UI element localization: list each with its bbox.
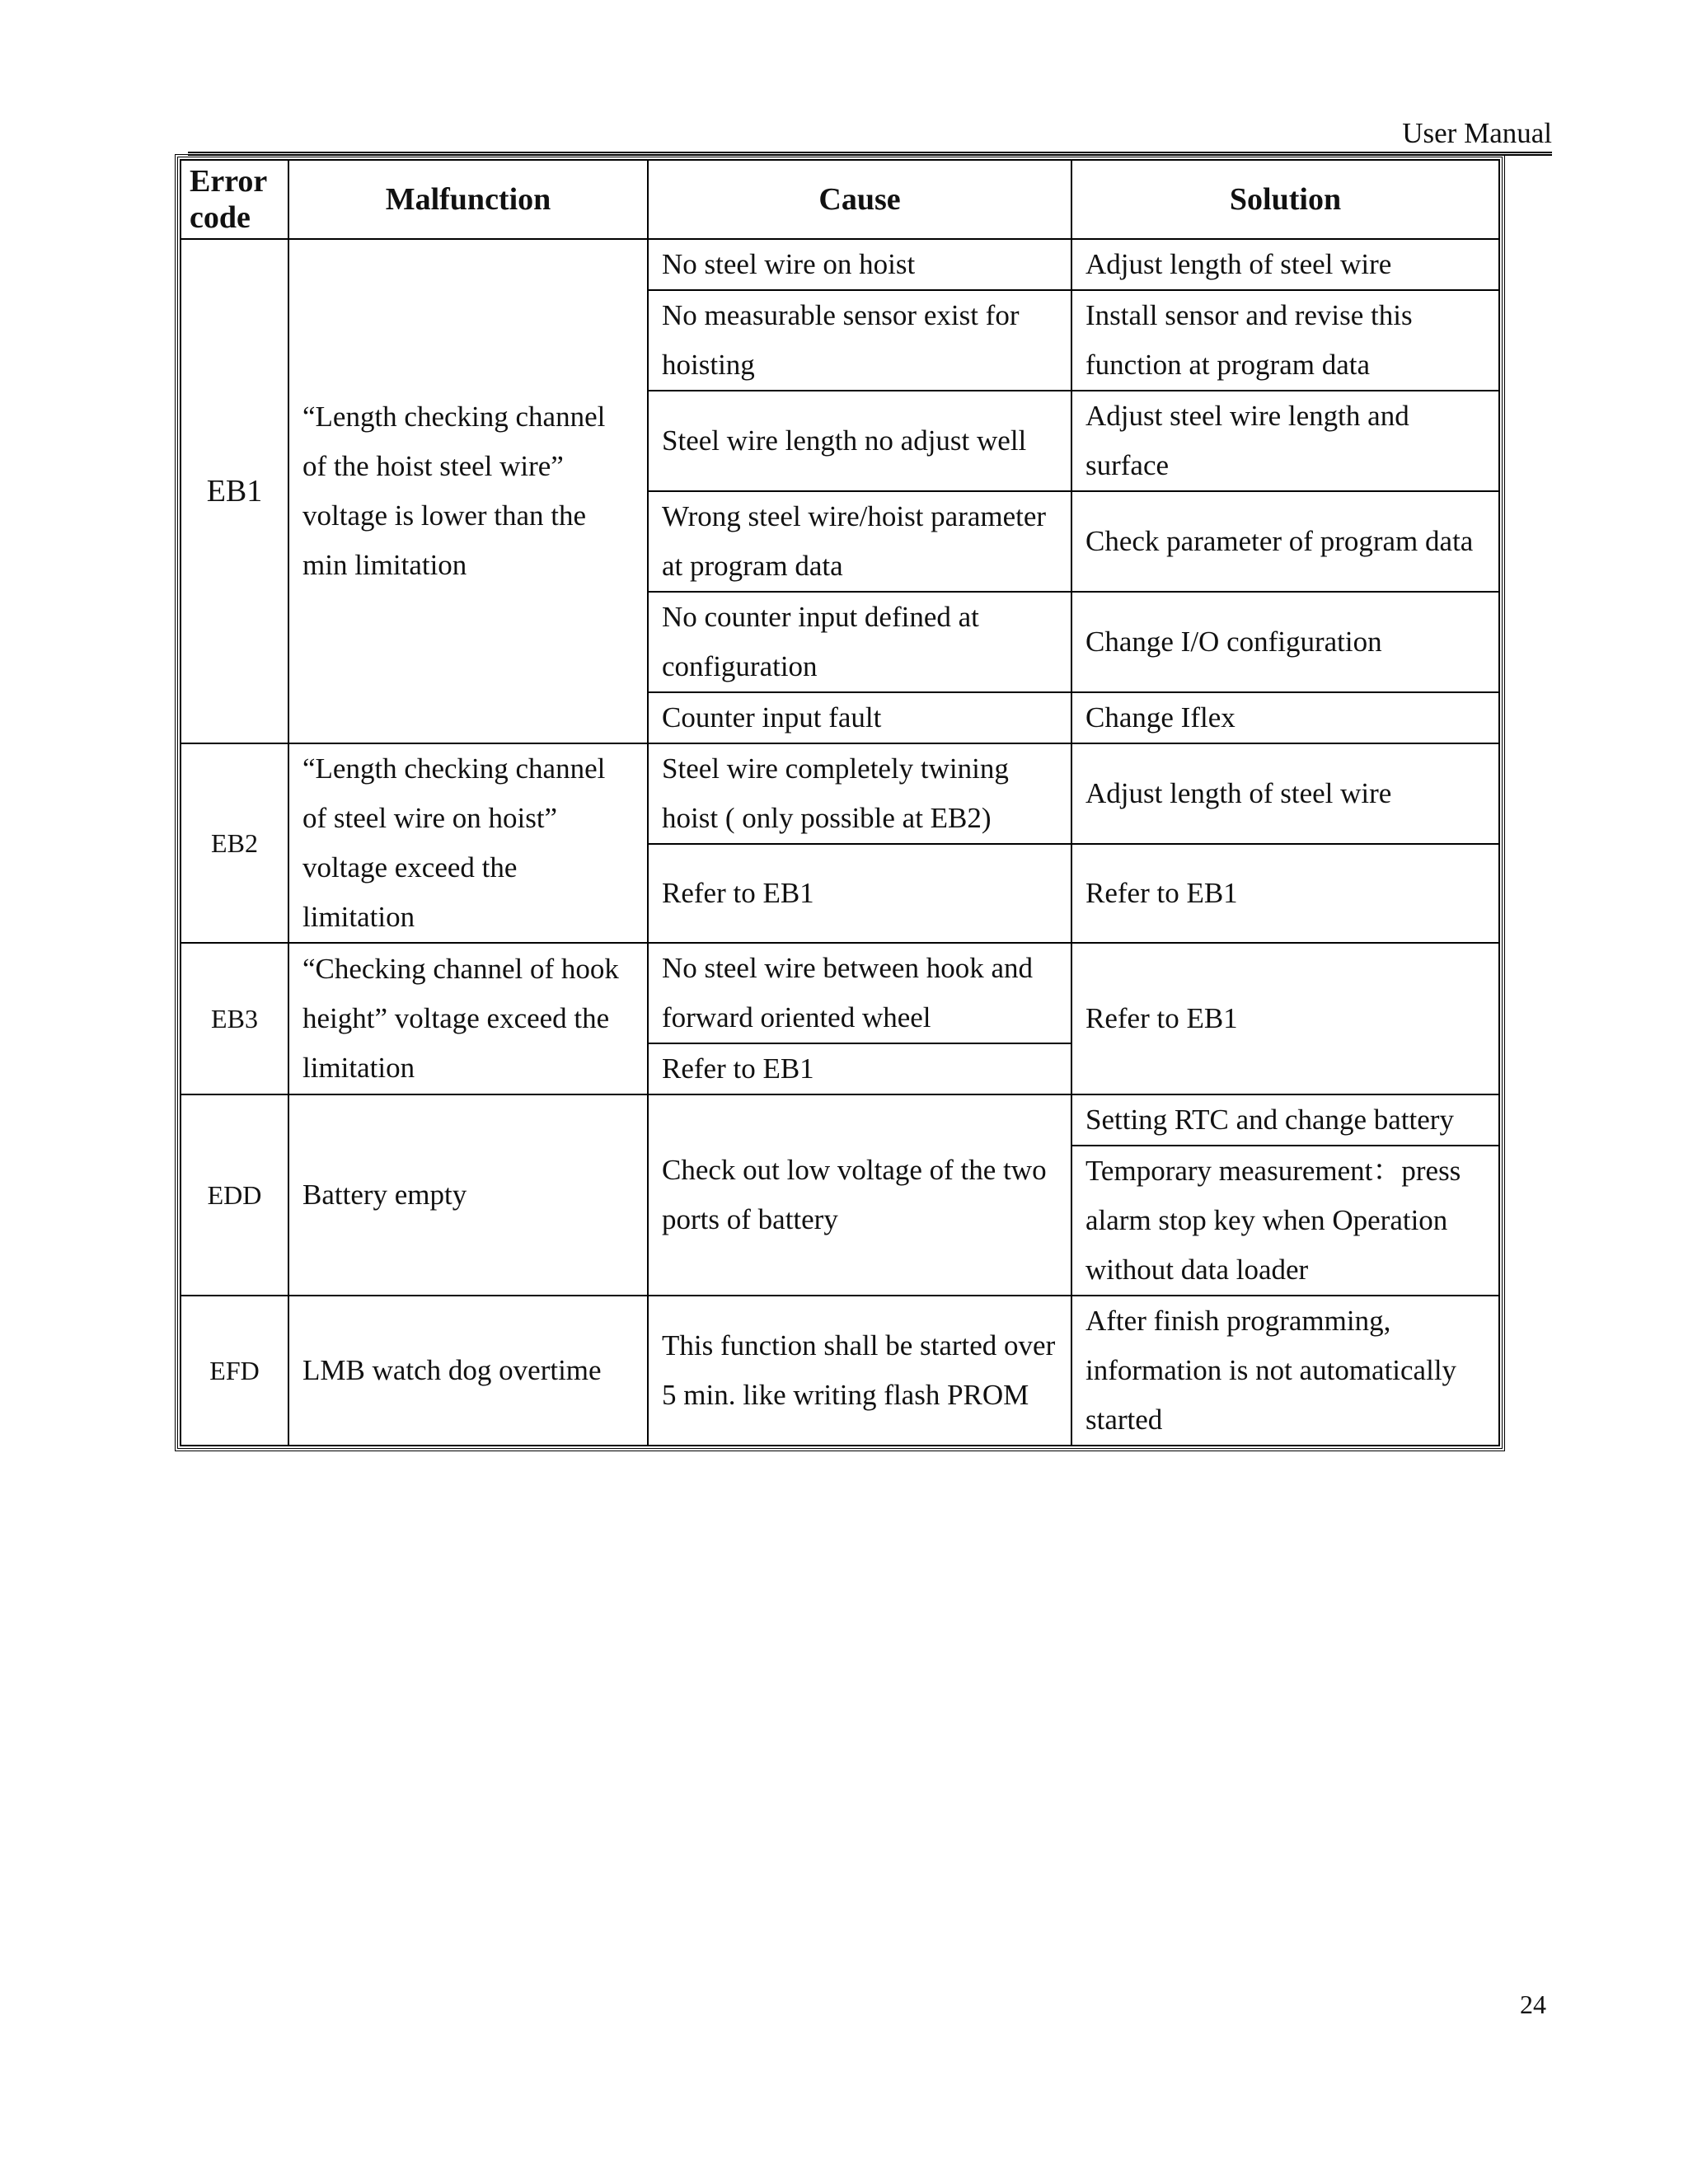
error-code-table-frame [175, 154, 1505, 1451]
cause-cell: This function shall be started over 5 min. like writing flash PROM [648, 1296, 1071, 1446]
solution-cell: Change I/O configuration [1071, 592, 1499, 692]
cause-cell: Refer to EB1 [648, 844, 1071, 943]
cause-cell: No steel wire on hoist [648, 239, 1071, 290]
cause-cell: Steel wire completely twining hoist ( only possible at EB2) [648, 743, 1071, 844]
solution-cell: Setting RTC and change battery [1071, 1094, 1499, 1146]
malfunction-cell: “Length checking channel of steel wire on hoist” voltage exceed the limitation [288, 743, 648, 943]
header-cause: Cause [648, 160, 1071, 239]
cause-cell: Check out low voltage of the two ports of battery [648, 1094, 1071, 1296]
error-code-cell: EFD [181, 1296, 288, 1446]
cause-cell: No steel wire between hook and forward oriented wheel [648, 943, 1071, 1043]
solution-cell: After finish programming, information is not automatically started [1071, 1296, 1499, 1446]
error-code-cell: EB2 [181, 743, 288, 943]
solution-cell: Install sensor and revise this function at program data [1071, 290, 1499, 391]
solution-cell: Adjust length of steel wire [1071, 743, 1499, 844]
table-header-row [181, 160, 1499, 239]
table-row [181, 743, 1499, 844]
cause-cell: No counter input defined at configuration [648, 592, 1071, 692]
error-code-cell: EB1 [181, 239, 288, 743]
error-code-table [180, 159, 1500, 1446]
header-solution: Solution [1071, 160, 1499, 239]
solution-cell: Adjust steel wire length and surface [1071, 391, 1499, 491]
solution-cell: Check parameter of program data [1071, 491, 1499, 592]
cause-cell: Steel wire length no adjust well [648, 391, 1071, 491]
table-row [181, 239, 1499, 290]
malfunction-cell: Battery empty [288, 1094, 648, 1296]
cause-cell: Wrong steel wire/hoist parameter at program data [648, 491, 1071, 592]
malfunction-cell: LMB watch dog overtime [288, 1296, 648, 1446]
error-code-cell: EB3 [181, 943, 288, 1094]
solution-cell: Adjust length of steel wire [1071, 239, 1499, 290]
header-malfunction: Malfunction [288, 160, 648, 239]
table-row [181, 1094, 1499, 1146]
table-row [181, 943, 1499, 1043]
cause-cell: Counter input fault [648, 692, 1071, 743]
running-header: User Manual [1402, 117, 1552, 149]
error-code-cell: EDD [181, 1094, 288, 1296]
cause-cell: Refer to EB1 [648, 1043, 1071, 1094]
page-number: 24 [1520, 1990, 1546, 2019]
malfunction-cell: “Length checking channel of the hoist steel wire” voltage is lower than the min limitation [288, 239, 648, 743]
malfunction-cell: “Checking channel of hook height” voltage exceed the limitation [288, 943, 648, 1094]
solution-cell: Change Iflex [1071, 692, 1499, 743]
header-error-code: Error code [181, 160, 288, 239]
solution-cell: Refer to EB1 [1071, 943, 1499, 1094]
solution-cell: Refer to EB1 [1071, 844, 1499, 943]
cause-cell: No measurable sensor exist for hoisting [648, 290, 1071, 391]
table-row [181, 1296, 1499, 1446]
solution-cell: Temporary measurement：press alarm stop key when Operation without data loader [1071, 1146, 1499, 1296]
